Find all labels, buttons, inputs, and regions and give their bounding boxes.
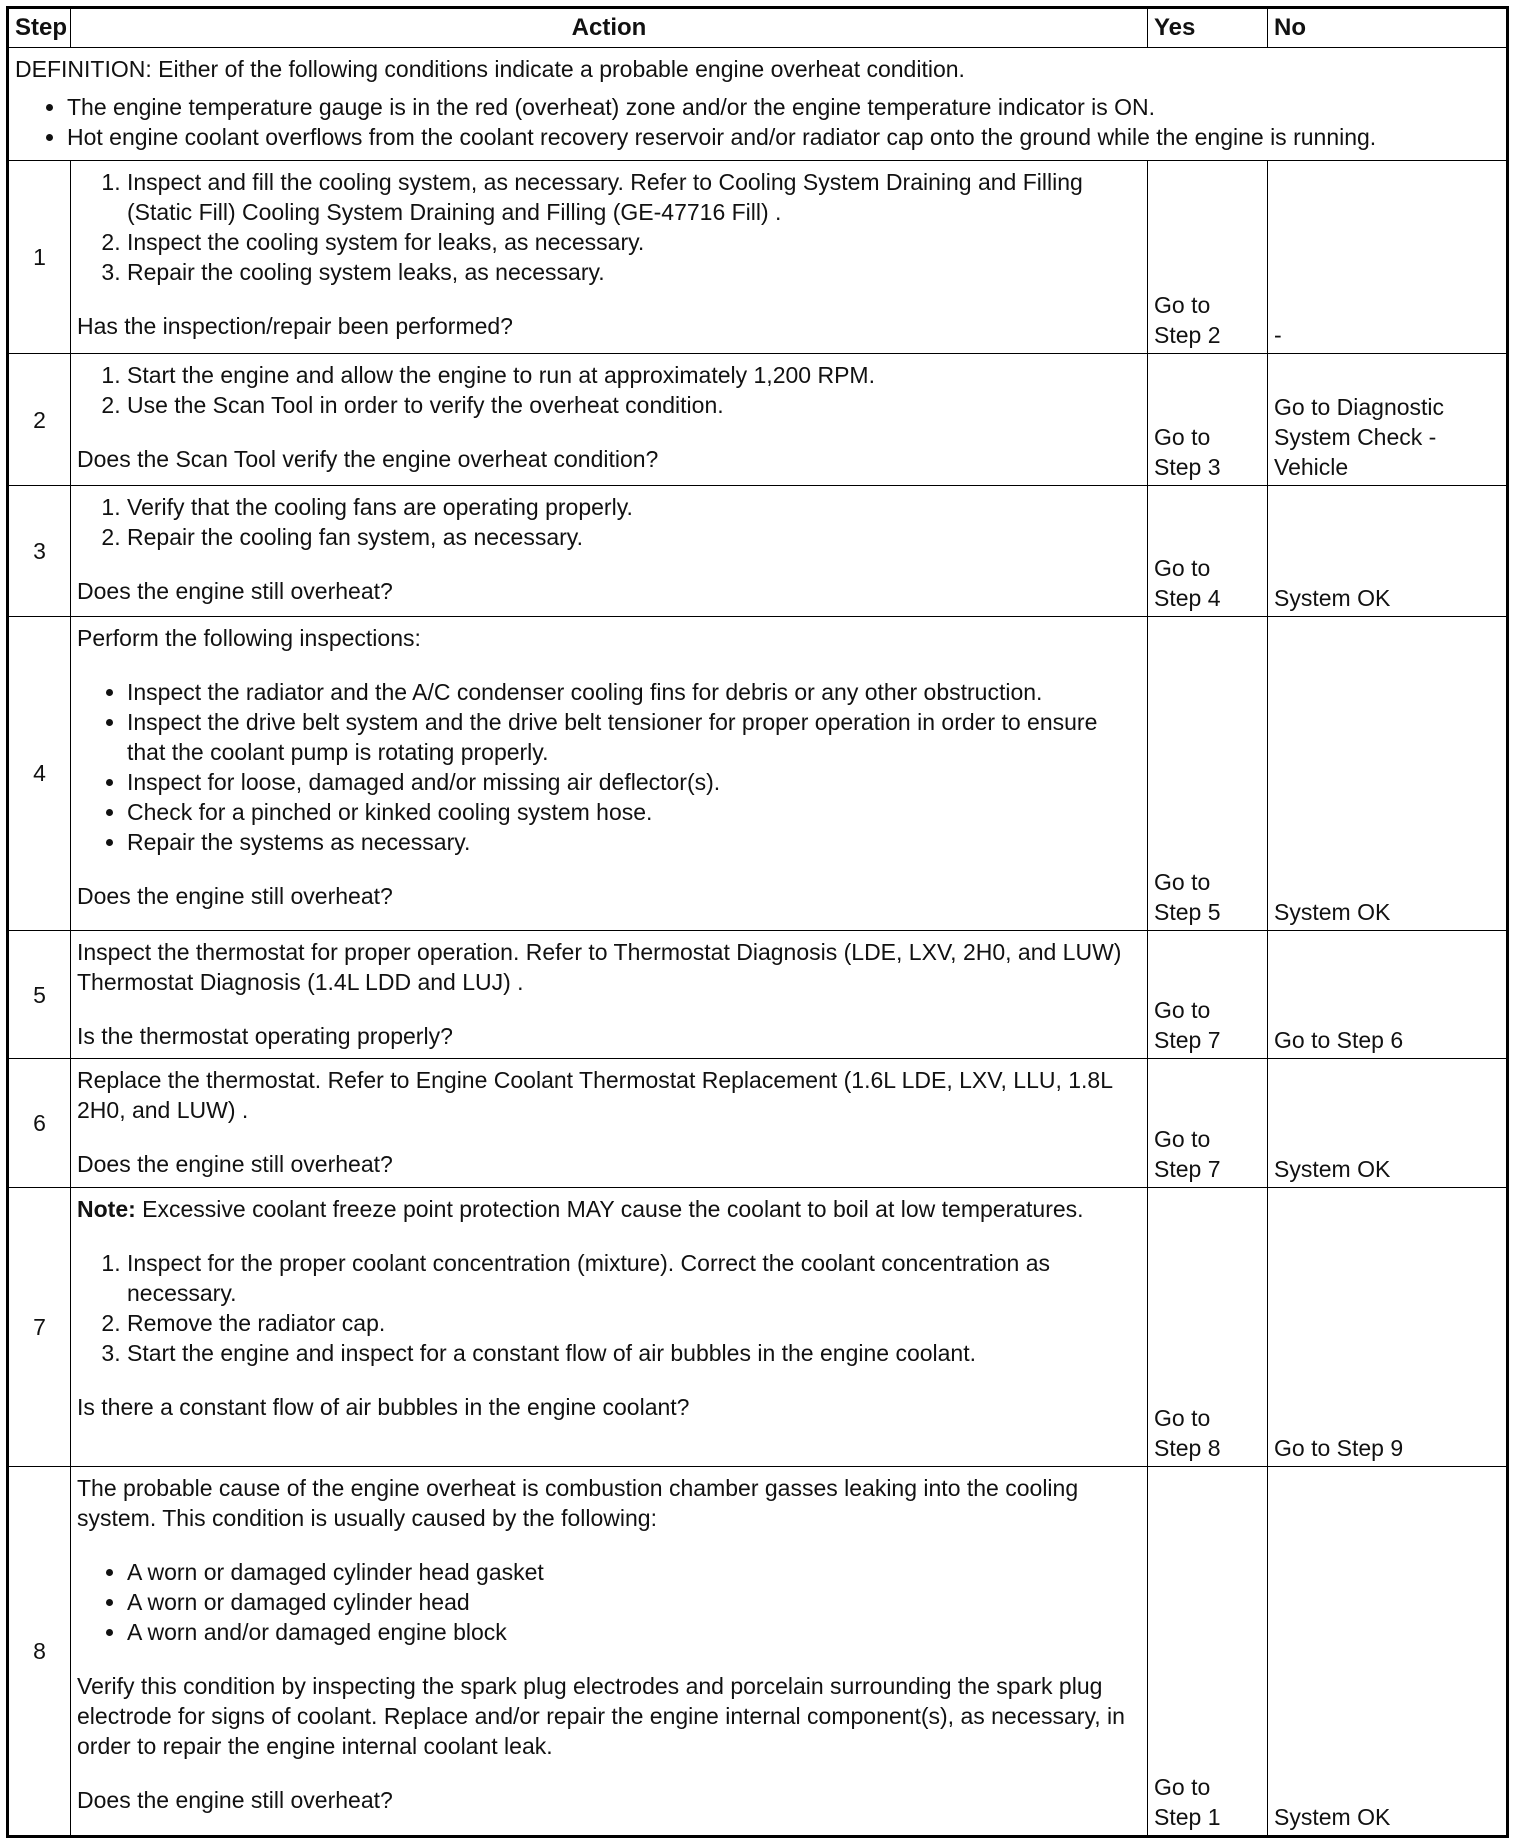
step-number: 8 [8,1467,71,1837]
step-text: Verify this condition by inspecting the spark plug electrodes and porcelain surrounding the spark plug electrode for signs of coolant. Replace and/or repair the engine internal component(s), as necessary, in order to repair the engine internal coolant leak. [77,1673,1125,1760]
yes-column-header: Yes [1148,8,1268,48]
no-link[interactable]: Go to Diagnostic [1274,393,1445,420]
definition-bullets [15,92,1500,152]
yes-cell [1148,160,1268,354]
step-row-1 [8,160,1508,354]
list-item: 2. Remove the radiator cap. [127,1308,1141,1338]
action-cell [71,930,1148,1059]
no-cell [1268,160,1508,354]
step-intro: Perform the following inspections: [77,624,421,651]
action-cell [71,354,1148,486]
diagnostic-table [6,6,1509,1838]
no-column-header: No [1268,8,1508,48]
no-link[interactable]: System Check - [1274,423,1437,450]
no-result: System OK [1274,584,1391,611]
no-cell [1268,485,1508,616]
bullet-list [77,677,1141,857]
action-cell [71,1059,1148,1188]
step-question: Does the engine still overheat? [77,577,393,604]
yes-link[interactable]: Step 5 [1154,898,1221,925]
no-cell [1268,930,1508,1059]
list-item: 1. Verify that the cooling fans are operating properly. [127,492,1141,522]
no-link[interactable]: Go to Step 9 [1274,1435,1404,1462]
no-cell [1268,1188,1508,1467]
no-result: System OK [1274,898,1391,925]
step-row-5 [8,930,1508,1059]
step-row-6 [8,1059,1508,1188]
yes-link[interactable]: Step 4 [1154,584,1221,611]
no-result: System OK [1274,1804,1391,1830]
action-column-header: Action [71,8,1148,48]
bullet-item: • Inspect the drive belt system and the drive belt tensioner for proper operation in order to ensure that the coolant pump is rotating properly. [127,707,1141,767]
bullet-list [77,1557,1141,1647]
numbered-list [77,1248,1141,1368]
step-question: Is there a constant flow of air bubbles in the engine coolant? [77,1394,690,1421]
step-question: Does the Scan Tool verify the engine overheat condition? [77,446,659,473]
step-row-7 [8,1188,1508,1467]
yes-cell [1148,930,1268,1059]
step-number: 6 [8,1059,71,1188]
action-cell [71,1188,1148,1467]
list-item: 3. Start the engine and inspect for a constant flow of air bubbles in the engine coolant. [127,1338,1141,1368]
step-number: 2 [8,354,71,486]
yes-link[interactable]: Go to [1154,997,1211,1024]
definition-text: DEFINITION: Either of the following conditions indicate a probable engine overheat condition. [15,56,965,82]
bullet-item: • A worn or damaged cylinder head [127,1587,1141,1617]
yes-link[interactable]: Step 7 [1154,1156,1221,1183]
no-cell [1268,616,1508,930]
step-row-3 [8,485,1508,616]
bullet-item: • Check for a pinched or kinked cooling system hose. [127,797,1141,827]
yes-link[interactable]: Step 8 [1154,1435,1221,1462]
numbered-list [77,167,1141,287]
yes-link[interactable]: Go to [1154,1126,1211,1153]
yes-link[interactable]: Go to [1154,292,1211,319]
action-cell [71,485,1148,616]
bullet-item: • A worn or damaged cylinder head gasket [127,1557,1141,1587]
step-question: Has the inspection/repair been performed? [77,312,513,339]
yes-cell [1148,354,1268,486]
step-number: 4 [8,616,71,930]
list-item: 1. Inspect and fill the cooling system, as necessary. Refer to Cooling System Draining and Filling (Static Fill) Cooling System Draining and Filling (GE-47716 Fill) . [127,167,1141,227]
action-cell [71,1467,1148,1837]
step-row-8 [8,1467,1508,1837]
step-question: Does the engine still overheat? [77,882,393,909]
note-text: Excessive coolant freeze point protection MAY cause the coolant to boil at low temperatures. [135,1196,1084,1223]
yes-cell [1148,1059,1268,1188]
no-result: System OK [1274,1156,1391,1183]
no-cell [1268,1467,1508,1837]
yes-link[interactable]: Go to [1154,554,1211,581]
list-item: 1. Inspect for the proper coolant concentration (mixture). Correct the coolant concentration as necessary. [127,1248,1141,1308]
step-text: Replace the thermostat. Refer to Engine Coolant Thermostat Replacement (1.6L LDE, LXV, LLU, 1.8L 2H0, and LUW) . [77,1067,1113,1124]
no-cell [1268,354,1508,486]
list-item: 2. Repair the cooling fan system, as necessary. [127,522,1141,552]
step-row-2 [8,354,1508,486]
step-text: Inspect the thermostat for proper operation. Refer to Thermostat Diagnosis (LDE, LXV, 2H0, and LUW) Thermostat Diagnosis (1.4L LDD and LUJ) . [77,938,1122,995]
bullet-item: • Inspect the radiator and the A/C condenser cooling fins for debris or any other obstruction. [127,677,1141,707]
step-question: Does the engine still overheat? [77,1151,393,1178]
step-number: 1 [8,160,71,354]
list-item: 2. Inspect the cooling system for leaks, as necessary. [127,227,1141,257]
bullet-item: • Hot engine coolant overflows from the coolant recovery reservoir and/or radiator cap onto the ground while the engine is running. [67,122,1500,152]
no-cell [1268,1059,1508,1188]
step-question: Is the thermostat operating properly? [77,1022,453,1049]
step-number: 5 [8,930,71,1059]
step-intro: The probable cause of the engine overheat is combustion chamber gasses leaking into the cooling system. This condition is usually caused by the following: [77,1475,1079,1532]
step-question: Does the engine still overheat? [77,1787,393,1814]
bullet-item: • The engine temperature gauge is in the red (overheat) zone and/or the engine temperature indicator is ON. [67,92,1500,122]
yes-link[interactable]: Go to [1154,868,1211,895]
bullet-item: • Repair the systems as necessary. [127,827,1141,857]
yes-cell [1148,1188,1268,1467]
definition-cell [8,48,1508,161]
action-cell [71,616,1148,930]
list-item: 1. Start the engine and allow the engine to run at approximately 1,200 RPM. [127,360,1141,390]
numbered-list [77,492,1141,552]
step-row-4 [8,616,1508,930]
yes-link[interactable]: Go to [1154,423,1211,450]
note [77,1194,1141,1224]
bullet-item: • Inspect for loose, damaged and/or missing air deflector(s). [127,767,1141,797]
yes-link[interactable]: Go to [1154,1774,1211,1800]
yes-link[interactable]: Step 3 [1154,453,1221,480]
header-row [8,8,1508,48]
bullet-item: • A worn and/or damaged engine block [127,1617,1141,1647]
list-item: 3. Repair the cooling system leaks, as necessary. [127,257,1141,287]
note-label: Note: [77,1196,136,1223]
yes-cell [1148,616,1268,930]
yes-link[interactable]: Step 1 [1154,1804,1221,1830]
yes-link[interactable]: Step 7 [1154,1027,1221,1054]
step-number: 7 [8,1188,71,1467]
yes-link[interactable]: Go to [1154,1405,1211,1432]
yes-cell [1148,485,1268,616]
yes-link[interactable]: Step 2 [1154,322,1221,349]
step-column-header: Step [8,8,71,48]
no-link[interactable]: Vehicle [1274,453,1349,480]
numbered-list [77,360,1141,420]
action-cell [71,160,1148,354]
yes-cell [1148,1467,1268,1837]
step-number: 3 [8,485,71,616]
no-link[interactable]: Go to Step 6 [1274,1027,1404,1054]
no-result: - [1274,322,1282,349]
definition-row [8,48,1508,161]
list-item: 2. Use the Scan Tool in order to verify the overheat condition. [127,390,1141,420]
